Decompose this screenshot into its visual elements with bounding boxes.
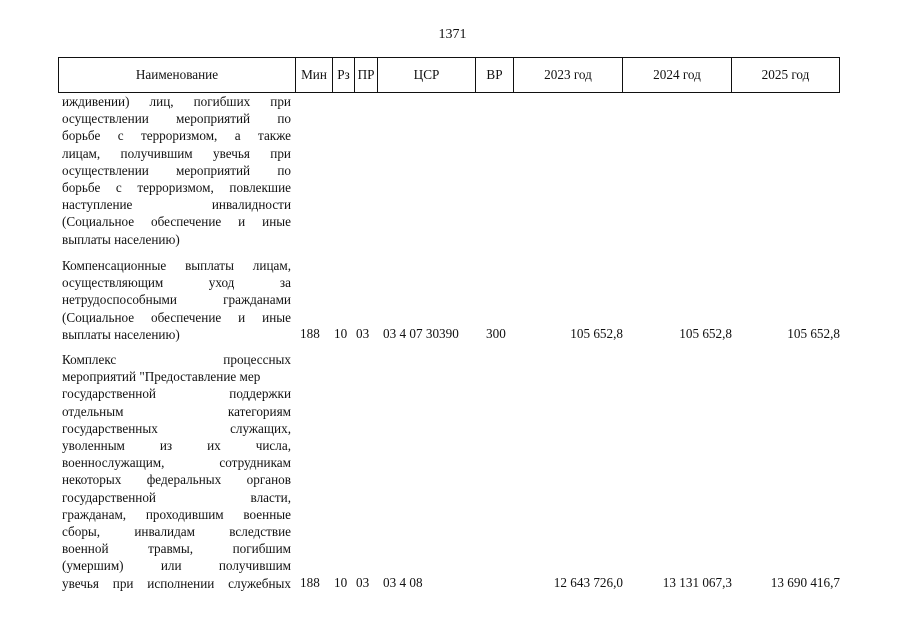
- row-2-name-line: осуществляющим уход за: [62, 275, 291, 291]
- row-1-name-line: лицам, получившим увечья при: [62, 145, 291, 161]
- row-3-name-line: военной травмы, погибшим: [62, 541, 291, 557]
- row-3-2023: 12 643 726,0: [553, 575, 623, 590]
- row-1-name-line: осуществлении мероприятий по: [62, 111, 291, 127]
- row-3-pr: 03: [356, 575, 370, 590]
- column-header-2024: 2024 год: [623, 58, 732, 93]
- row-3-csr: 03 4 08: [383, 575, 423, 590]
- row-2-name-line: выплаты населению): [62, 326, 180, 342]
- table-header: [58, 57, 840, 93]
- row-3-name-line: мероприятий "Предоставление мер: [62, 369, 261, 385]
- row-2-vr: 300: [486, 326, 506, 341]
- column-header-name: Наименование: [59, 58, 296, 93]
- row-2-2023: 105 652,8: [570, 326, 623, 341]
- column-header-2025: 2025 год: [732, 58, 840, 93]
- row-2-pr: 03: [356, 326, 370, 341]
- row-2-min: 188: [300, 326, 320, 341]
- row-3-name-line: сборы, инвалидам вследствие: [62, 524, 291, 540]
- row-1-name-line: (Социальное обеспечение и иные: [62, 214, 291, 230]
- row-2-rz: 10: [334, 326, 348, 341]
- row-3-name-line: государственных служащих,: [62, 420, 291, 436]
- column-header-csr: ЦСР: [378, 58, 476, 93]
- row-2-name-line: (Социальное обеспечение и иные: [62, 309, 291, 325]
- row-3-name: [62, 351, 291, 592]
- row-3-name-line: государственной власти,: [62, 489, 291, 505]
- row-3-2025: 13 690 416,7: [770, 575, 840, 590]
- row-1-name: [62, 93, 291, 248]
- row-3-name-line: увечья при исполнении служебных: [62, 575, 291, 591]
- row-2-name-line: Компенсационные выплаты лицам,: [62, 258, 291, 273]
- column-header-rz: Рз: [333, 58, 355, 93]
- row-3-rz: 10: [334, 575, 348, 590]
- row-3-name-line: уволенным из их числа,: [62, 438, 291, 454]
- column-header-vr: ВР: [476, 58, 514, 93]
- row-2-name-line: нетрудоспособными гражданами: [62, 292, 291, 308]
- row-1-name-line: борьбе с терроризмом, а также: [62, 128, 291, 144]
- row-3-name-line: государственной поддержки: [62, 386, 291, 402]
- row-3-name-line: Комплекс процессных: [62, 352, 291, 367]
- row-2-2024: 105 652,8: [679, 326, 732, 341]
- row-2-2025: 105 652,8: [787, 326, 840, 341]
- row-3-2024: 13 131 067,3: [662, 575, 732, 590]
- column-header-min: Мин: [296, 58, 333, 93]
- row-3-name-line: (умершим) или получившим: [62, 558, 291, 574]
- row-3-name-line: гражданам, проходившим военные: [62, 506, 291, 522]
- row-1-name-line: наступление инвалидности: [62, 197, 291, 213]
- row-3-min: 188: [300, 575, 320, 590]
- column-header-2023: 2023 год: [514, 58, 623, 93]
- row-3-name-line: военнослужащим, сотрудникам: [62, 455, 291, 471]
- row-1-name-line: выплаты населению): [62, 231, 180, 247]
- row-1-name-line: осуществлении мероприятий по: [62, 162, 291, 178]
- row-3-name-line: отдельным категориям: [62, 403, 291, 419]
- row-1-name-line: борьбе с терроризмом, повлекшие: [62, 180, 291, 196]
- column-header-pr: ПР: [355, 58, 378, 93]
- row-2-name: [62, 257, 291, 343]
- row-3-name-line: некоторых федеральных органов: [62, 472, 291, 488]
- page-number: 1371: [438, 27, 467, 42]
- row-2-csr: 03 4 07 30390: [383, 326, 459, 341]
- row-1-name-line: иждивении) лиц, погибших при: [62, 94, 291, 109]
